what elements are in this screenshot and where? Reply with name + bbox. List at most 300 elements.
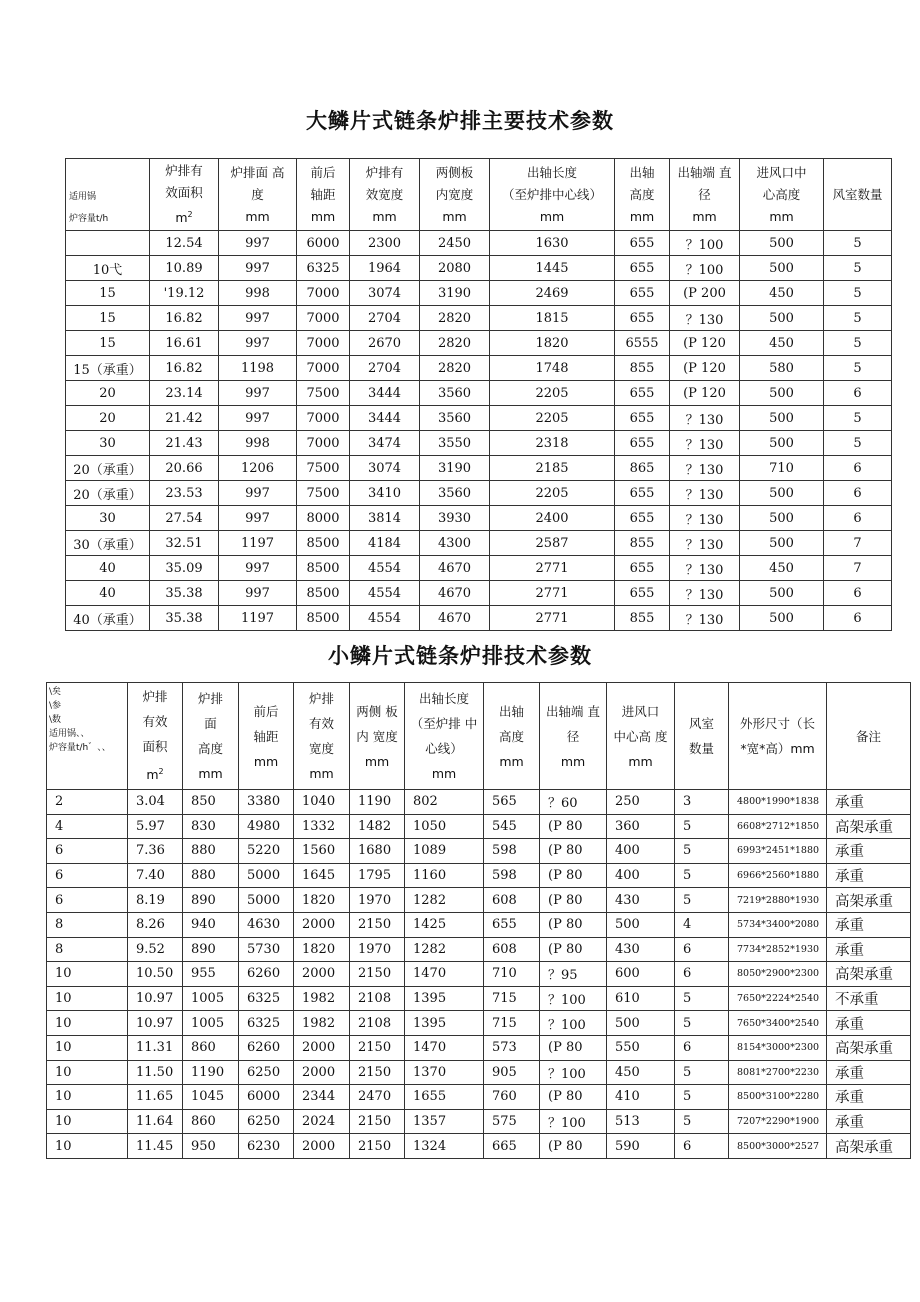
table-cell: 3410 — [350, 481, 420, 506]
table-cell: 6555 — [615, 331, 670, 356]
table-row — [47, 962, 911, 987]
column-header — [827, 683, 911, 790]
table-cell: 承重 — [827, 912, 911, 937]
table-cell: 6325 — [239, 986, 294, 1011]
table-cell: 450 — [740, 556, 824, 581]
column-header-label: 备注 — [855, 728, 881, 744]
table-cell: 360 — [607, 814, 675, 839]
table-cell: 5 — [824, 431, 892, 456]
column-header-label: （至炉排 中 — [410, 716, 478, 731]
table-cell: 1332 — [294, 814, 350, 839]
column-header-unit: mm — [245, 208, 270, 224]
column-header-label: 心高度 — [762, 186, 801, 202]
table-cell: 4670 — [420, 581, 490, 606]
table-cell: 1045 — [183, 1085, 239, 1110]
table-cell: 3474 — [350, 431, 420, 456]
table-cell: 1470 — [405, 1035, 484, 1060]
table-cell: ？100 — [540, 1109, 607, 1134]
table-cell: ？100 — [670, 256, 740, 281]
column-header-unit: mm — [628, 753, 653, 769]
table-cell: ？130 — [670, 456, 740, 481]
column-header-unit: mm — [310, 208, 336, 224]
column-header-label: 前后 — [310, 164, 336, 180]
table-cell: 1050 — [405, 814, 484, 839]
table-cell: 997 — [219, 506, 297, 531]
capacity-cell: 10 — [47, 1060, 128, 1085]
corner-label: \数 — [49, 715, 62, 725]
table-cell: 500 — [740, 406, 824, 431]
column-header — [219, 159, 297, 231]
column-header-unit: mm — [431, 766, 457, 781]
table-cell: 2704 — [350, 306, 420, 331]
table-cell: 3550 — [420, 431, 490, 456]
table-cell: (P 200 — [670, 281, 740, 306]
table-cell: 2344 — [294, 1085, 350, 1110]
table-cell: 3814 — [350, 506, 420, 531]
small-scale-grate-table — [46, 682, 911, 1159]
table-cell: 997 — [219, 331, 297, 356]
table-cell: 高架承重 — [827, 1035, 911, 1060]
table-cell: 940 — [183, 912, 239, 937]
table-cell: 655 — [615, 431, 670, 456]
table-cell: 4 — [675, 912, 729, 937]
table-cell: 5220 — [239, 839, 294, 864]
table-cell: 7219*2880*1930 — [729, 888, 827, 913]
table-cell: ？100 — [540, 986, 607, 1011]
table-cell: 2469 — [490, 281, 615, 306]
column-header-label: 效面积 — [165, 184, 203, 200]
table-cell: ？130 — [670, 481, 740, 506]
table-cell: ？130 — [670, 506, 740, 531]
table-cell: 500 — [740, 231, 824, 256]
column-header-label: 风室 — [688, 716, 714, 731]
table-row — [66, 281, 892, 306]
table-cell: 8081*2700*2230 — [729, 1060, 827, 1085]
table-row — [47, 790, 911, 815]
table-cell: 3190 — [420, 456, 490, 481]
table-cell: 1445 — [490, 256, 615, 281]
corner-label: 适用锅 — [69, 192, 97, 202]
column-header-label: 高度 — [498, 728, 524, 744]
table-cell: 997 — [219, 231, 297, 256]
table-cell: 11.64 — [128, 1109, 183, 1134]
table-row — [66, 606, 892, 631]
table-cell: 5 — [675, 1085, 729, 1110]
table-cell: (P 80 — [540, 1134, 607, 1159]
table-cell: 500 — [740, 506, 824, 531]
table-cell: 2185 — [490, 456, 615, 481]
table-cell: 997 — [219, 556, 297, 581]
column-header-label: 炉排 — [308, 691, 334, 706]
table-cell: 1680 — [350, 839, 405, 864]
table-cell: 855 — [615, 606, 670, 631]
table-cell: 400 — [607, 839, 675, 864]
table-cell: 承重 — [827, 1109, 911, 1134]
table-cell: 550 — [607, 1035, 675, 1060]
table-cell: 2150 — [350, 1035, 405, 1060]
table-cell: 410 — [607, 1085, 675, 1110]
table-cell: 1425 — [405, 912, 484, 937]
table-cell: 830 — [183, 814, 239, 839]
table-cell: 760 — [484, 1085, 540, 1110]
column-header — [729, 683, 827, 790]
corner-label: 炉容量t/h — [69, 214, 109, 224]
table-cell: 7500 — [297, 456, 350, 481]
column-header-label: 进风口中 — [756, 164, 807, 180]
table-cell: 6 — [675, 1035, 729, 1060]
table-cell: 997 — [219, 256, 297, 281]
column-header — [740, 159, 824, 231]
table-cell: 承重 — [827, 1085, 911, 1110]
table-cell: 6 — [675, 962, 729, 987]
table-cell: 16.82 — [150, 356, 219, 381]
table-cell: 6993*2451*1880 — [729, 839, 827, 864]
table-row — [47, 814, 911, 839]
table-cell: 1005 — [183, 1011, 239, 1036]
table-cell: 905 — [484, 1060, 540, 1085]
table-cell: 880 — [183, 863, 239, 888]
column-header — [239, 683, 294, 790]
column-header-label: 出轴端 直 — [546, 703, 600, 719]
table-cell: 997 — [219, 306, 297, 331]
table-row — [47, 937, 911, 962]
table-cell: 450 — [740, 281, 824, 306]
table-cell: 高架承重 — [827, 814, 911, 839]
table-cell: 8154*3000*2300 — [729, 1035, 827, 1060]
table-cell: 1089 — [405, 839, 484, 864]
column-header-label: 心线） — [425, 741, 463, 756]
table-row — [66, 506, 892, 531]
column-header-unit: mm — [629, 208, 655, 224]
table-row — [47, 986, 911, 1011]
column-header-label: 进风口 — [621, 703, 660, 719]
capacity-cell — [66, 231, 150, 256]
table-cell: 4554 — [350, 606, 420, 631]
table-cell: 1748 — [490, 356, 615, 381]
table-cell: 2024 — [294, 1109, 350, 1134]
table-cell: 610 — [607, 986, 675, 1011]
capacity-cell: 4 — [47, 814, 128, 839]
capacity-cell: 20（承重） — [66, 481, 150, 506]
table-row — [66, 381, 892, 406]
unit-superscript: 2 — [158, 767, 164, 777]
corner-label: \参 — [49, 701, 62, 711]
table-cell: 8.26 — [128, 912, 183, 937]
table-cell: 5000 — [239, 863, 294, 888]
table-cell: ？95 — [540, 962, 607, 987]
table-cell: 2205 — [490, 406, 615, 431]
table-cell: 3560 — [420, 381, 490, 406]
table-cell: 500 — [607, 912, 675, 937]
table-cell: 573 — [484, 1035, 540, 1060]
capacity-cell: 8 — [47, 912, 128, 937]
table-cell: 2150 — [350, 962, 405, 987]
table-cell: 7734*2852*1930 — [729, 937, 827, 962]
table-cell: 高架承重 — [827, 888, 911, 913]
table-cell: 3074 — [350, 456, 420, 481]
table-cell: 4554 — [350, 581, 420, 606]
capacity-cell: 15 — [66, 306, 150, 331]
table-cell: 450 — [740, 331, 824, 356]
table-cell: 513 — [607, 1109, 675, 1134]
column-header-label: 有效 — [142, 714, 168, 730]
table-cell: (P 80 — [540, 888, 607, 913]
table-cell: 997 — [219, 381, 297, 406]
column-header-label: 出轴 — [629, 164, 655, 180]
column-header-label: 炉排 — [197, 691, 223, 706]
column-header-label: 炉排有 — [365, 164, 404, 180]
column-header — [294, 683, 350, 790]
big-scale-grate-title: 大鳞片式链条炉排主要技术参数 — [306, 109, 614, 133]
table-cell: 997 — [219, 406, 297, 431]
table-cell: 8500 — [297, 606, 350, 631]
capacity-cell: 20（承重） — [66, 456, 150, 481]
table-cell: 4800*1990*1838 — [729, 790, 827, 815]
table-cell: 715 — [484, 986, 540, 1011]
table-cell: 4630 — [239, 912, 294, 937]
table-row — [66, 481, 892, 506]
column-header — [675, 683, 729, 790]
column-header-unit: mm — [499, 753, 524, 769]
column-header-unit: mm — [253, 753, 279, 769]
table-cell: 430 — [607, 937, 675, 962]
table-row — [66, 556, 892, 581]
table-cell: 8500 — [297, 531, 350, 556]
table-cell: 4300 — [420, 531, 490, 556]
table-cell: 2587 — [490, 531, 615, 556]
capacity-cell: 30（承重） — [66, 531, 150, 556]
table-cell: 608 — [484, 937, 540, 962]
table-cell: 1820 — [294, 888, 350, 913]
column-header-unit: mm — [198, 766, 223, 781]
table-cell: (P 120 — [670, 381, 740, 406]
table-cell: 998 — [219, 281, 297, 306]
table-cell: 6966*2560*1880 — [729, 863, 827, 888]
table-cell: 890 — [183, 937, 239, 962]
table-cell: 7000 — [297, 431, 350, 456]
table-cell: 7 — [824, 556, 892, 581]
table-cell: 23.53 — [150, 481, 219, 506]
table-row — [66, 356, 892, 381]
table-cell: (P 80 — [540, 863, 607, 888]
column-header — [420, 159, 490, 231]
table-cell: 580 — [740, 356, 824, 381]
table-cell: 5.97 — [128, 814, 183, 839]
table-cell: 1970 — [350, 888, 405, 913]
column-header-label: 炉排有 — [165, 162, 203, 178]
column-header-label: 中心高 度 — [613, 728, 668, 744]
table-cell: 2400 — [490, 506, 615, 531]
capacity-cell: 15 — [66, 281, 150, 306]
table-cell: ？100 — [540, 1011, 607, 1036]
table-cell: ？100 — [670, 231, 740, 256]
table-cell: (P 80 — [540, 814, 607, 839]
capacity-cell: 8 — [47, 937, 128, 962]
capacity-cell: 6 — [47, 863, 128, 888]
column-header-label: 出轴长度 — [526, 164, 577, 180]
table-cell: 23.14 — [150, 381, 219, 406]
table-cell: 1160 — [405, 863, 484, 888]
table-cell: ？60 — [540, 790, 607, 815]
table-cell: 5734*3400*2080 — [729, 912, 827, 937]
table-row — [47, 863, 911, 888]
table-cell: 5 — [675, 863, 729, 888]
table-cell: 1655 — [405, 1085, 484, 1110]
table-cell: 2000 — [294, 912, 350, 937]
table-cell: 5 — [675, 986, 729, 1011]
table-cell: 4670 — [420, 556, 490, 581]
table-cell: 3560 — [420, 481, 490, 506]
column-header-unit: m — [175, 210, 188, 226]
column-header-unit: mm — [692, 208, 717, 224]
table-cell: 950 — [183, 1134, 239, 1159]
table-cell: 1795 — [350, 863, 405, 888]
table-cell: 2150 — [350, 1109, 405, 1134]
table-cell: 4670 — [420, 606, 490, 631]
table-cell: 11.50 — [128, 1060, 183, 1085]
table-row — [66, 331, 892, 356]
table-cell: 6250 — [239, 1060, 294, 1085]
column-header-label: 径 — [566, 728, 580, 744]
table-cell: 7000 — [297, 331, 350, 356]
table-cell: 500 — [740, 481, 824, 506]
table-cell: ？130 — [670, 431, 740, 456]
table-cell: 6608*2712*1850 — [729, 814, 827, 839]
table-cell: 1190 — [350, 790, 405, 815]
table-cell: 1482 — [350, 814, 405, 839]
capacity-cell: 10 — [47, 1109, 128, 1134]
table-cell: 1198 — [219, 356, 297, 381]
table-cell: 5 — [675, 1109, 729, 1134]
column-header — [607, 683, 675, 790]
table-cell: 1970 — [350, 937, 405, 962]
table-row — [66, 231, 892, 256]
column-header-unit: m — [146, 767, 159, 783]
table-cell: 710 — [740, 456, 824, 481]
capacity-cell: 30 — [66, 431, 150, 456]
column-header-label: 面 — [204, 716, 217, 731]
table-cell: 11.31 — [128, 1035, 183, 1060]
table-cell: 6325 — [239, 1011, 294, 1036]
table-cell: 400 — [607, 863, 675, 888]
table-cell: 655 — [615, 281, 670, 306]
table-cell: 7207*2290*1900 — [729, 1109, 827, 1134]
table-cell: 21.43 — [150, 431, 219, 456]
table-cell: 2205 — [490, 381, 615, 406]
table-cell: 1206 — [219, 456, 297, 481]
table-cell: 1470 — [405, 962, 484, 987]
column-header — [350, 159, 420, 231]
table-cell: 27.54 — [150, 506, 219, 531]
table-cell: 1395 — [405, 1011, 484, 1036]
table-cell: 承重 — [827, 790, 911, 815]
table-cell: 1282 — [405, 937, 484, 962]
table-cell: 1197 — [219, 531, 297, 556]
table-cell: 855 — [615, 356, 670, 381]
capacity-cell: 10 — [47, 1011, 128, 1036]
table-cell: 8000 — [297, 506, 350, 531]
table-cell: 5730 — [239, 937, 294, 962]
column-header — [405, 683, 484, 790]
table-cell: 7.36 — [128, 839, 183, 864]
table-cell: 598 — [484, 863, 540, 888]
table-cell: 7000 — [297, 306, 350, 331]
table-cell: 860 — [183, 1109, 239, 1134]
table-cell: 2000 — [294, 962, 350, 987]
table-cell: 500 — [740, 606, 824, 631]
table-cell: 855 — [615, 531, 670, 556]
table-cell: 1815 — [490, 306, 615, 331]
table-cell: 2150 — [350, 912, 405, 937]
table-cell: 7650*3400*2540 — [729, 1011, 827, 1036]
table-cell: 2080 — [420, 256, 490, 281]
table-cell: 802 — [405, 790, 484, 815]
table-row — [47, 839, 911, 864]
small-scale-grate-title: 小鳞片式链条炉排技术参数 — [328, 644, 592, 668]
table-cell: 2450 — [420, 231, 490, 256]
table-cell: 997 — [219, 581, 297, 606]
table-cell: 2771 — [490, 606, 615, 631]
capacity-cell: 6 — [47, 839, 128, 864]
table-cell: 3444 — [350, 406, 420, 431]
capacity-cell: 2 — [47, 790, 128, 815]
table-cell: 6000 — [239, 1085, 294, 1110]
column-header-unit: mm — [442, 208, 467, 224]
table-cell: 715 — [484, 1011, 540, 1036]
unit-superscript: 2 — [187, 209, 193, 219]
capacity-cell: 30 — [66, 506, 150, 531]
table-cell: (P 80 — [540, 1085, 607, 1110]
table-cell: 850 — [183, 790, 239, 815]
table-cell: 450 — [607, 1060, 675, 1085]
table-cell: 5 — [824, 331, 892, 356]
table-cell: 6000 — [297, 231, 350, 256]
column-header-label: 面积 — [142, 739, 168, 755]
table-cell: 32.51 — [150, 531, 219, 556]
table-cell: ？130 — [670, 606, 740, 631]
small-table-body — [47, 790, 911, 1159]
table-cell: 3444 — [350, 381, 420, 406]
table-cell: 665 — [484, 1134, 540, 1159]
column-header-label: 高度 — [629, 186, 655, 202]
capacity-cell: 15（承重） — [66, 356, 150, 381]
table-cell: 6260 — [239, 962, 294, 987]
table-cell: 1005 — [183, 986, 239, 1011]
table-cell: 655 — [615, 581, 670, 606]
column-header-label: 有效 — [308, 716, 334, 731]
table-cell: 545 — [484, 814, 540, 839]
table-cell: 7650*2224*2540 — [729, 986, 827, 1011]
column-header-unit: mm — [560, 753, 586, 769]
table-row — [66, 256, 892, 281]
table-cell: 500 — [740, 581, 824, 606]
column-header-label: 两侧板 — [435, 164, 474, 180]
column-header-label: （至炉排中心线） — [501, 186, 602, 202]
table-cell: 5 — [675, 814, 729, 839]
column-header — [128, 683, 183, 790]
table-cell: 35.09 — [150, 556, 219, 581]
table-row — [47, 1134, 911, 1159]
capacity-cell: 10 — [47, 1085, 128, 1110]
column-header-label: 轴距 — [253, 728, 279, 744]
table-cell: 955 — [183, 962, 239, 987]
table-cell: 7500 — [297, 481, 350, 506]
table-cell: 655 — [615, 556, 670, 581]
table-cell: 6325 — [297, 256, 350, 281]
table-cell: 1630 — [490, 231, 615, 256]
table-cell: 2704 — [350, 356, 420, 381]
table-cell: 16.61 — [150, 331, 219, 356]
